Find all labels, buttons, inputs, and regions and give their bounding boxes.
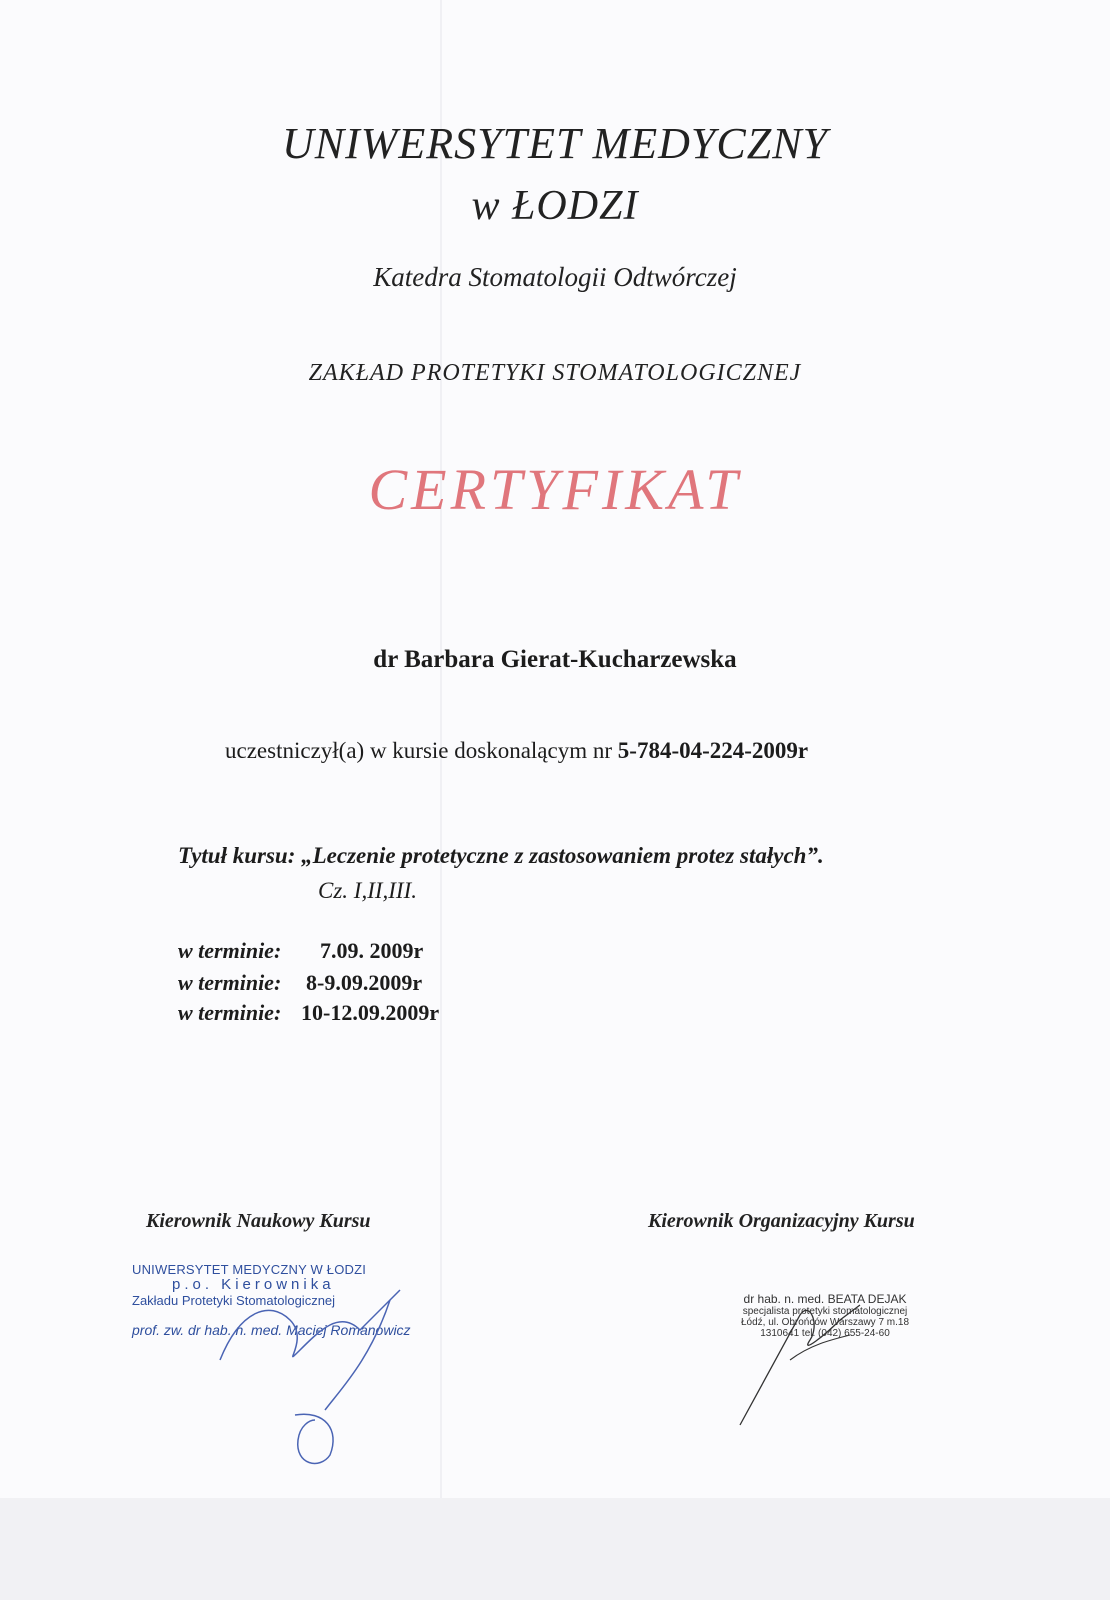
department-name: Katedra Stomatologii Odtwórczej <box>373 262 737 292</box>
stamp-line: prof. zw. dr hab. n. med. Maciej Romanowicz <box>132 1322 411 1338</box>
university-city: w ŁODZI <box>471 183 639 229</box>
term-label: w terminie: <box>178 1000 282 1025</box>
term-row <box>178 970 423 996</box>
stamp-line: dr hab. n. med. BEATA DEJAK <box>743 1292 907 1306</box>
stamp-line: specjalista protetyki stomatologicznej <box>742 1306 908 1317</box>
recipient-name: dr Barbara Gierat-Kucharzewska <box>373 646 737 673</box>
left-signature <box>150 1270 430 1470</box>
participation-line <box>225 738 808 764</box>
term-label: w terminie: <box>178 970 282 995</box>
stamp-line: Łódź, ul. Obrońców Warszawy 7 m.18 <box>740 1317 910 1328</box>
participation-text: uczestniczył(a) w kursie doskonalącym nr <box>225 738 618 763</box>
paper-fold <box>440 0 442 1600</box>
stamp-line: UNIWERSYTET MEDYCZNY W ŁODZI <box>132 1262 367 1277</box>
right-signature <box>730 1285 930 1435</box>
term-date: 8-9.09.2009r <box>306 970 423 995</box>
stamp-line: p.o. Kierownika <box>172 1276 335 1293</box>
certificate-title: CERTYFIKAT <box>368 457 742 522</box>
scan-band <box>0 1498 1110 1600</box>
stamp-line: Zakładu Protetyki Stomatologicznej <box>132 1293 336 1308</box>
term-row <box>178 938 424 964</box>
term-row <box>178 1000 440 1026</box>
stamp-line: 1310641 tel. (042) 655-24-60 <box>760 1328 890 1339</box>
course-parts: Cz. I,II,III. <box>318 878 417 903</box>
course-number: 5-784-04-224-2009r <box>617 738 809 763</box>
course-title: Tytuł kursu: „Leczenie protetyczne z zastosowaniem protez stałych”. <box>178 843 824 868</box>
term-date: 7.09. 2009r <box>320 938 424 963</box>
organizational-director-label: Kierownik Organizacyjny Kursu <box>648 1210 915 1232</box>
term-label: w terminie: <box>178 938 282 963</box>
unit-name: ZAKŁAD PROTETYKI STOMATOLOGICZNEJ <box>308 360 802 386</box>
university-name: UNIWERSYTET MEDYCZNY <box>281 119 829 168</box>
scientific-director-label: Kierownik Naukowy Kursu <box>146 1210 371 1232</box>
term-date: 10-12.09.2009r <box>301 1000 440 1025</box>
